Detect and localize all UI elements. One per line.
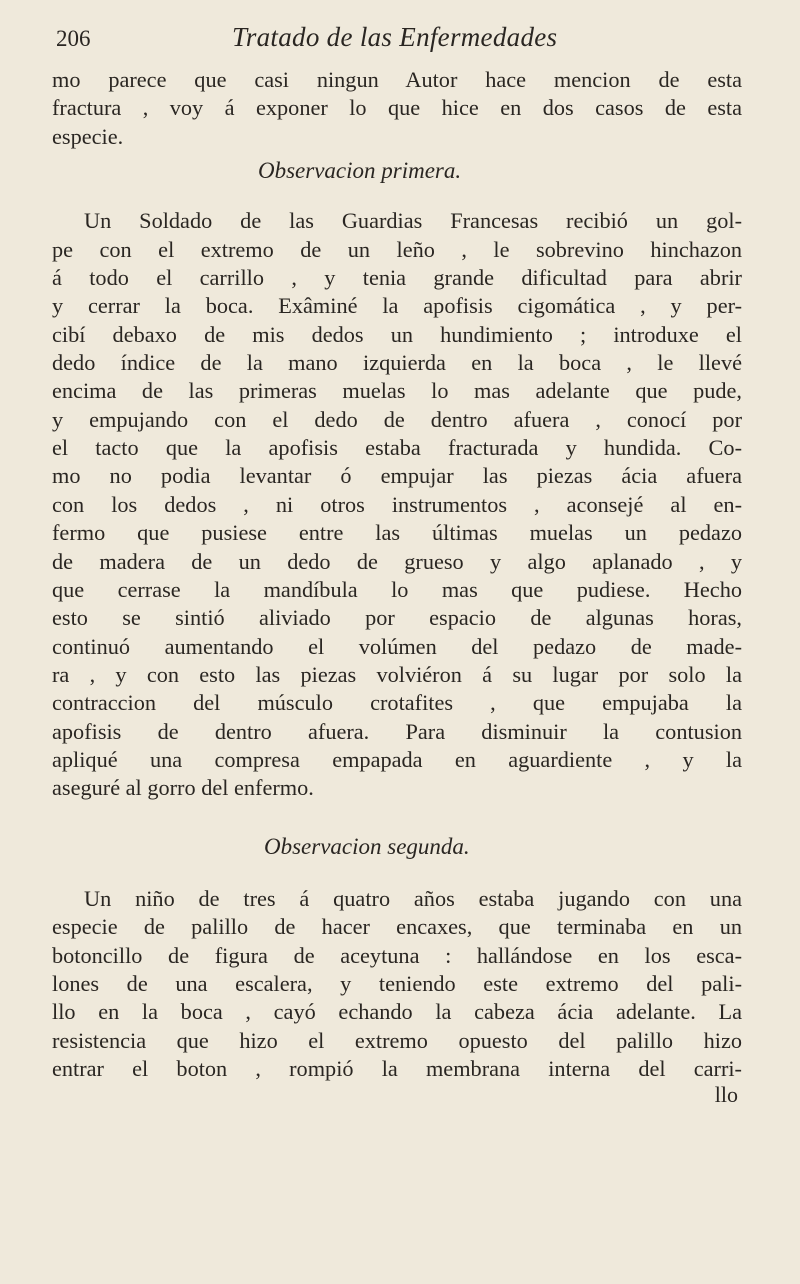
text-line: mo parece que casi ningun Autor hace mencion de esta <box>52 67 742 92</box>
page-number: 206 <box>56 26 91 51</box>
text-line: esto se sintió aliviado por espacio de algunas horas, <box>52 605 742 631</box>
page-header <box>52 22 742 66</box>
text-line: apofisis de dentro afuera. Para disminuir la contusion <box>52 718 742 744</box>
text-line: que cerrase la mandíbula lo mas que pudiese. Hecho <box>52 576 742 602</box>
text-line: aseguré al gorro del enfermo. <box>52 775 314 801</box>
text-line: fractura , voy á exponer lo que hice en dos casos de esta <box>52 95 742 121</box>
text-line: de madera de un dedo de grueso y algo aplanado , y <box>52 548 742 574</box>
text-line: ra , y con esto las piezas volviéron á su lugar por solo la <box>52 661 742 687</box>
text-line: lones de una escalera, y teniendo este extremo del pali- <box>52 970 742 996</box>
text-line: á todo el carrillo , y tenia grande dificultad para abrir <box>52 265 742 291</box>
catchword: llo <box>714 1082 738 1108</box>
text-line: cibí debaxo de mis dedos un hundimiento ; introduxe el <box>52 321 742 347</box>
text-line: y empujando con el dedo de dentro afuera , conocí por <box>52 406 742 432</box>
section-heading-observation-2: Observacion segunda. <box>264 833 470 859</box>
running-title: Tratado de las Enfermedades <box>232 22 558 52</box>
text-line: encima de las primeras muelas lo mas adelante que pude, <box>52 378 742 404</box>
text-line: Un Soldado de las Guardias Francesas recibió un gol- <box>84 208 742 234</box>
text-line: contraccion del músculo crotafites , que empujaba la <box>52 690 742 716</box>
text-line: con los dedos , ni otros instrumentos , aconsejé al en- <box>52 491 742 517</box>
text-line: especie de palillo de hacer encaxes, que terminaba en un <box>52 914 742 940</box>
text-line: pe con el extremo de un leño , le sobrevino hinchazon <box>52 236 742 262</box>
text-line: llo en la boca , cayó echando la cabeza ácia adelante. La <box>52 999 742 1025</box>
text-line: resistencia que hizo el extremo opuesto del palillo hizo <box>52 1027 742 1053</box>
observation-2-paragraph <box>52 885 742 1083</box>
text-line: el tacto que la apofisis estaba fracturada y hundida. Co- <box>52 435 742 461</box>
text-line: botoncillo de figura de aceytuna : hallándose en los esca- <box>52 942 742 968</box>
intro-paragraph <box>52 66 742 151</box>
section-heading-observation-1: Observacion primera. <box>258 158 462 184</box>
text-line: dedo índice de la mano izquierda en la boca , le llevé <box>52 350 742 376</box>
text-line: mo no podia levantar ó empujar las piezas ácia afuera <box>52 463 742 489</box>
text-line: fermo que pusiese entre las últimas muelas un pedazo <box>52 520 742 546</box>
observation-1-paragraph <box>52 207 742 802</box>
body-text <box>52 66 742 1110</box>
text-line: apliqué una compresa empapada en aguardiente , y la <box>52 746 742 772</box>
text-line: y cerrar la boca. Exâminé la apofisis cigomática , y per- <box>52 293 742 319</box>
text-line: continuó aumentando el volúmen del pedazo de made- <box>52 633 742 659</box>
text-line: especie. <box>52 123 124 149</box>
text-line: entrar el boton , rompió la membrana interna del carri- <box>52 1056 742 1081</box>
text-line: Un niño de tres á quatro años estaba jugando con una <box>84 885 742 911</box>
